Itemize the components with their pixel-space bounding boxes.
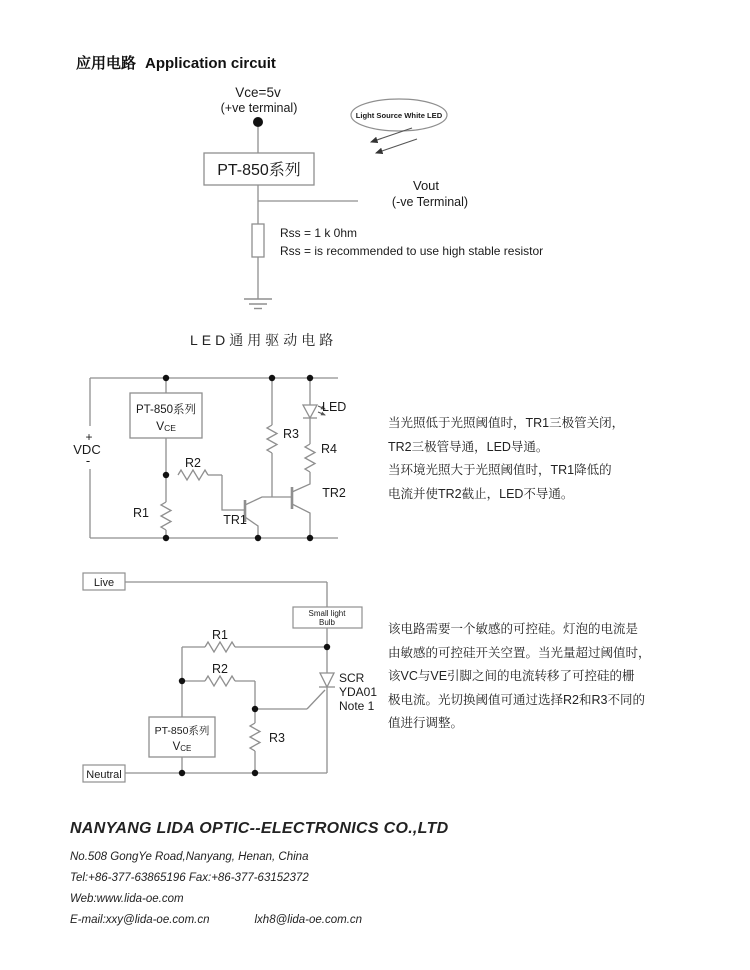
neutral-label: Neutral (86, 769, 122, 781)
pt850-device-label: PT-850系列 (154, 725, 210, 737)
circuit2-wires (90, 378, 338, 538)
positive-terminal-dot (253, 117, 263, 127)
r3-label: R3 (269, 731, 285, 745)
vce-label: VCE (172, 741, 192, 753)
desc-line: 极电流。光切换阈值可通过选择R2和R3不同的 (388, 692, 645, 707)
rss-resistor (252, 224, 264, 257)
r1-label: R1 (133, 506, 149, 520)
r2-resistor (178, 470, 208, 480)
led-icon (303, 405, 317, 418)
light-rays-icon (371, 128, 417, 153)
scr-note-label: Note 1 (339, 699, 375, 713)
r2-label: R2 (185, 456, 201, 470)
company-email-line (70, 910, 690, 931)
scr-icon (320, 673, 334, 687)
r1-label: R1 (212, 628, 228, 642)
page-title-en: Application circuit (145, 55, 276, 72)
company-footer (70, 820, 690, 931)
rss-note-label: Rss = is recommended to use high stable resistor (280, 244, 544, 258)
vce-label: VCE (156, 419, 176, 433)
live-label: Live (93, 577, 115, 589)
rss-value-label: Rss = 1 k 0hm (280, 226, 358, 240)
desc-line: 电流并使TR2截止，LED不导通。 (388, 486, 574, 501)
scr-circuit-diagram (75, 565, 385, 790)
r1-resistor (205, 642, 235, 652)
r3-resistor (267, 425, 277, 453)
bulb-label-line2: Bulb (318, 618, 336, 627)
supply-voltage-label: Vce=5v (235, 85, 281, 100)
company-email-2: lxh8@lida-oe.com.cn (254, 914, 363, 926)
ground-icon (244, 299, 272, 309)
desc-line: TR2三极管导通，LED导通。 (388, 439, 549, 454)
led-driver-description (388, 412, 688, 506)
vdc-minus-label: - (85, 453, 91, 468)
light-source-label: Light Source White LED (355, 111, 443, 120)
led-driver-diagram (65, 370, 355, 550)
scr-model-label: YDA01 (339, 685, 378, 699)
page-title-zh: 应用电路 (76, 55, 137, 72)
vout-label: Vout (412, 178, 440, 193)
r4-resistor (305, 444, 315, 472)
negative-terminal-label: (-ve Terminal) (391, 195, 469, 209)
scr-label: SCR (339, 671, 365, 685)
r3-label: R3 (283, 427, 299, 441)
r2-label: R2 (212, 662, 228, 676)
r3-resistor (250, 723, 260, 751)
pt850-device-label: PT-850系列 (135, 404, 197, 416)
desc-line: 由敏感的可控硅开关空置。当光量超过阈值时， (388, 645, 651, 660)
company-address: No.508 GongYe Road,Nanyang, Henan, China (70, 851, 309, 863)
vdc-label: VDC (73, 442, 101, 457)
company-telfax: Tel:+86-377-63865196 Fax:+86-377-63152372 (70, 872, 309, 884)
desc-line: 该电路需要一个敏感的可控硅。灯泡的电流是 (388, 622, 639, 636)
r1-resistor (161, 502, 171, 530)
tr1-label: TR1 (223, 513, 247, 527)
company-name: NANYANG LIDA OPTIC--ELECTRONICS CO.,LTD (70, 820, 449, 837)
company-web: Web:www.lida-oe.com (70, 893, 184, 905)
desc-line: 当光照低于光照阈值时，TR1三极管关闭， (388, 416, 625, 430)
positive-terminal-label: (+ve terminal) (220, 101, 298, 115)
page-title (76, 52, 276, 73)
desc-line: 该VC与VE引脚之间的电流转移了可控硅的栅 (388, 669, 635, 683)
desc-line: 值进行调整。 (388, 716, 464, 730)
pt850-device-label: PT-850系列 (217, 162, 301, 179)
transistor-bars (245, 487, 292, 522)
bulb-label-line1: Small light (308, 609, 346, 618)
r2-resistor (205, 676, 235, 686)
circuit1-diagram (60, 80, 620, 320)
vdc-plus-label: + (85, 430, 93, 444)
desc-line: 当环境光照大于光照阈值时，TR1降低的 (388, 463, 612, 477)
scr-circuit-description (388, 618, 688, 736)
tr2-label: TR2 (322, 486, 346, 500)
led-label: LED (322, 400, 347, 414)
r4-label: R4 (321, 442, 337, 456)
led-driver-heading: LED通用驱动电路 (190, 332, 338, 348)
company-email-1: E-mail:xxy@lida-oe.com.cn (70, 914, 210, 926)
